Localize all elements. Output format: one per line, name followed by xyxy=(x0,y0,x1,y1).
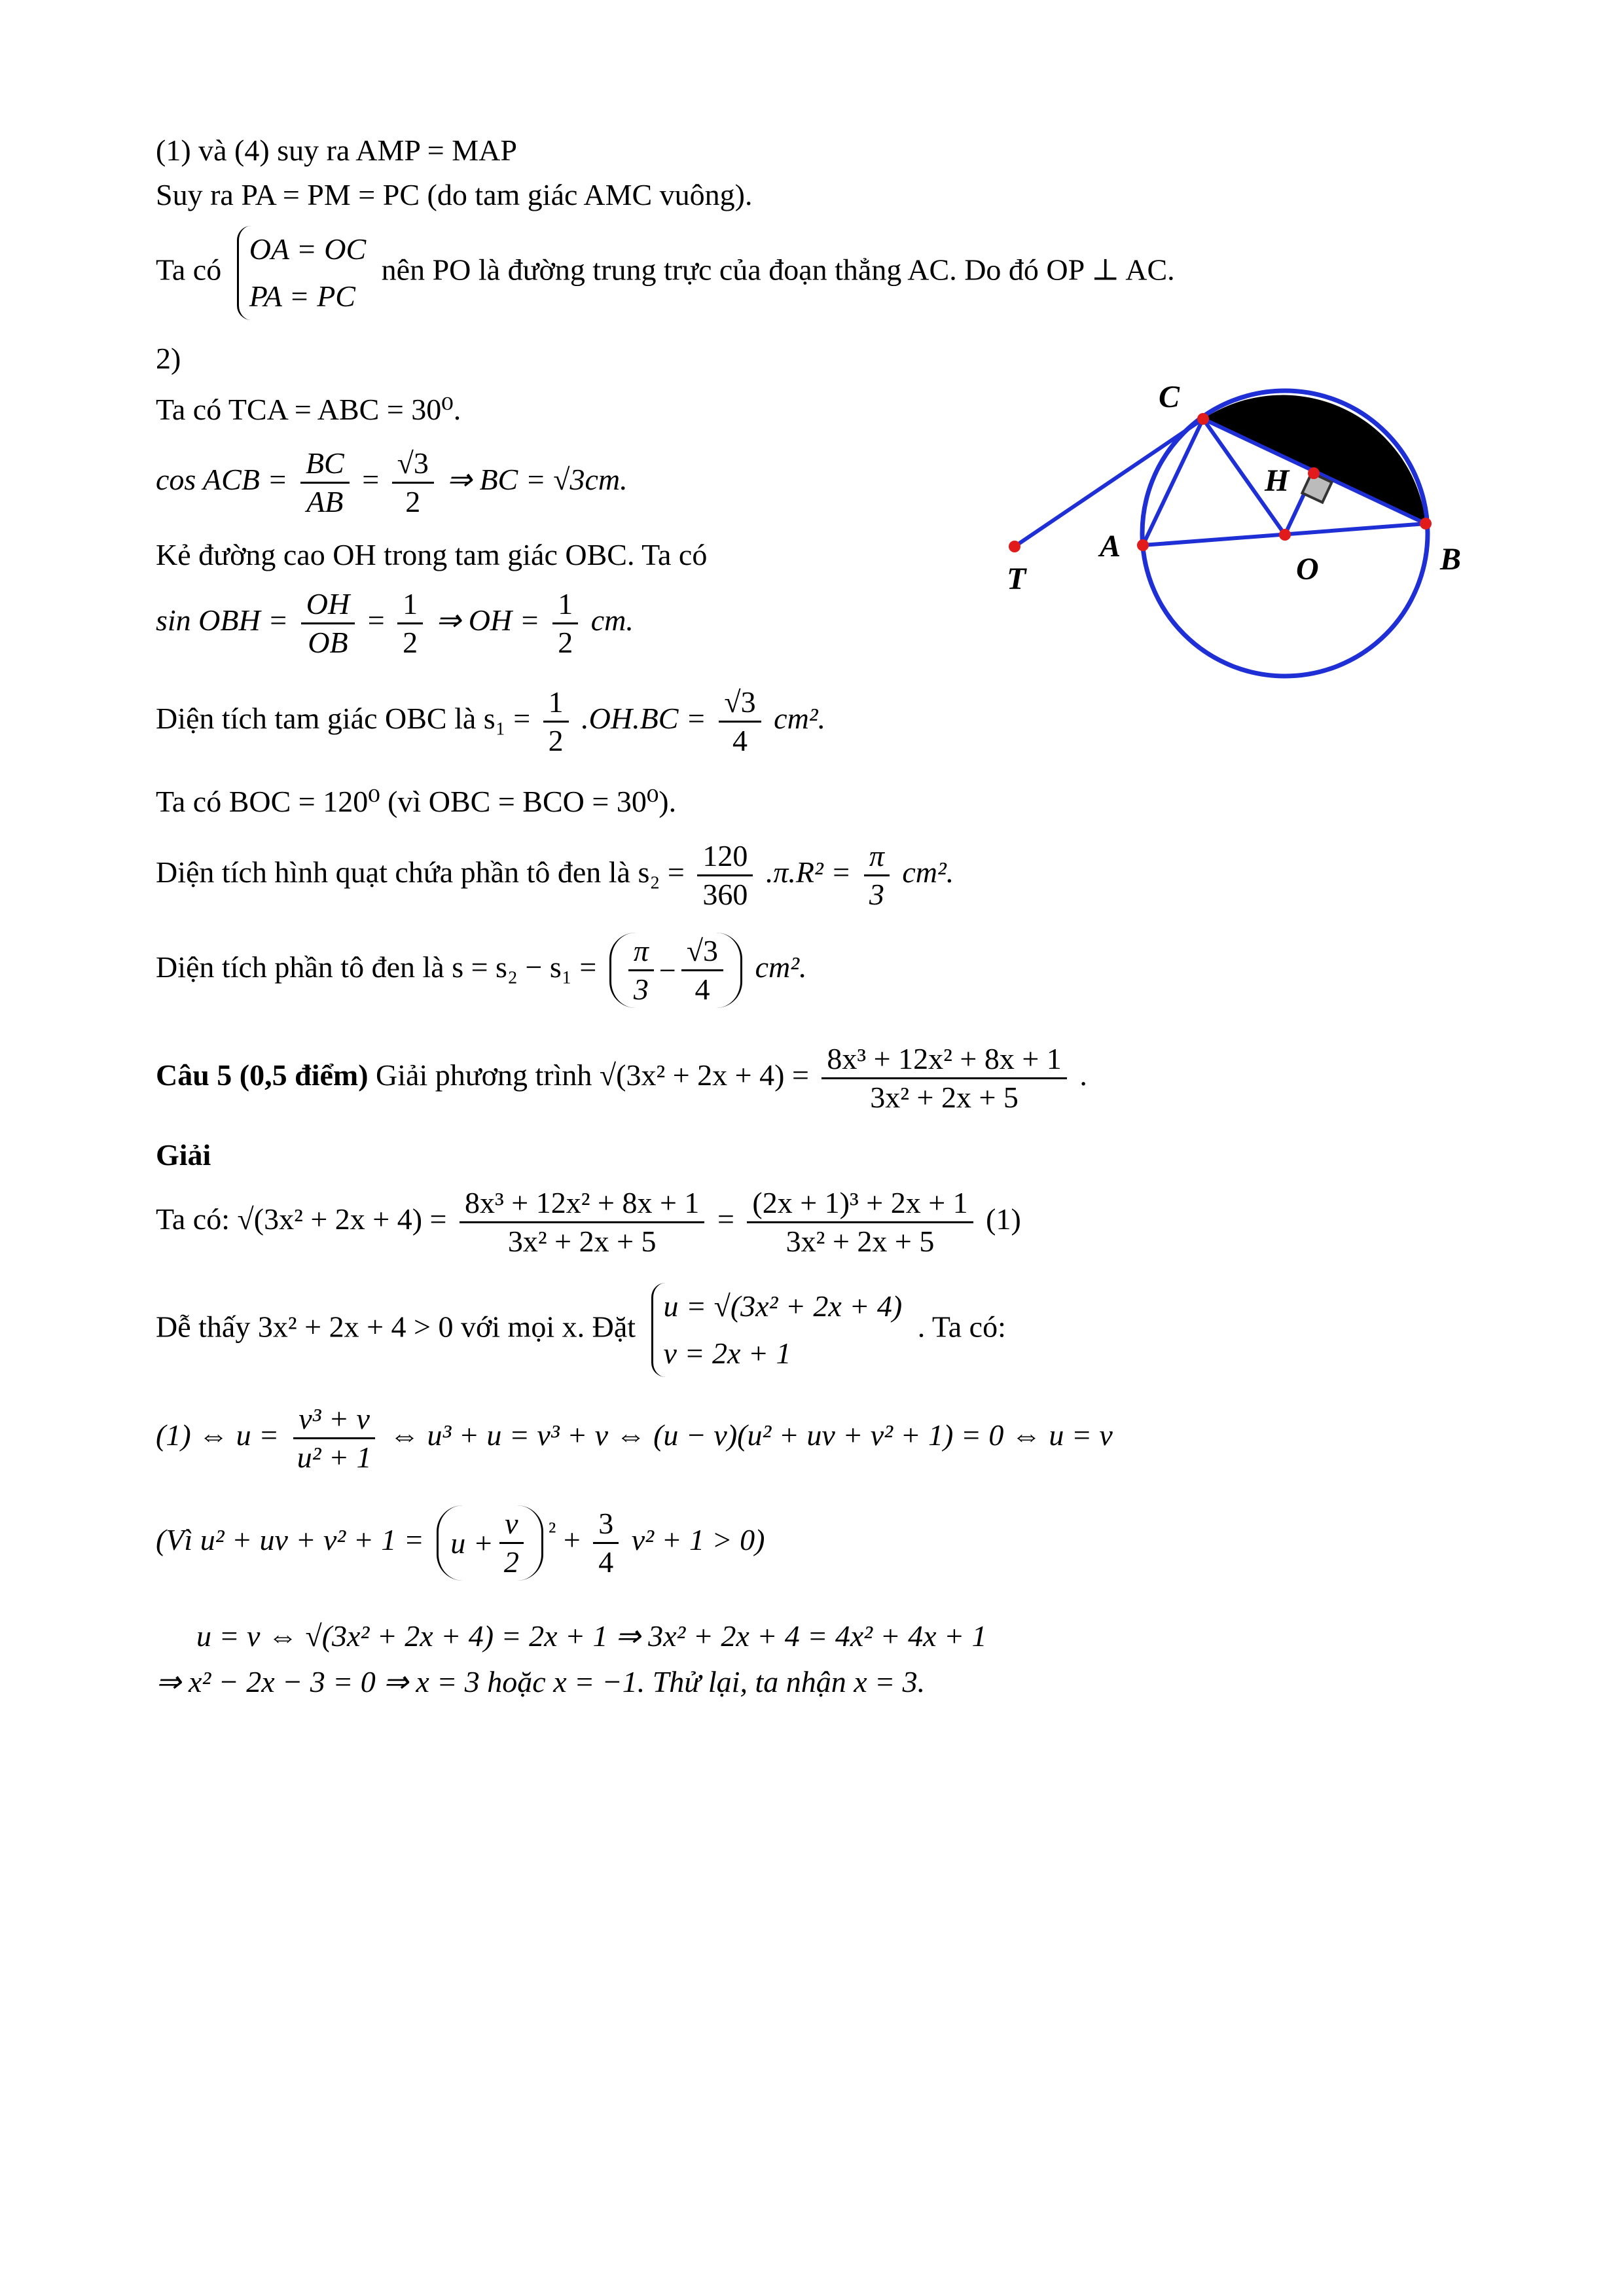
denominator: 3x² + 2x + 5 xyxy=(507,1225,657,1258)
solution-heading: Giải xyxy=(156,1138,211,1172)
point-o xyxy=(1279,529,1291,541)
fraction xyxy=(697,838,753,913)
system-brace xyxy=(237,226,366,320)
label-a: A xyxy=(1100,529,1121,564)
fraction xyxy=(821,1041,1066,1116)
numerator: 1 xyxy=(397,586,423,624)
numerator: √3 xyxy=(719,684,761,723)
numerator: v xyxy=(499,1505,523,1544)
line-area-shaded xyxy=(156,933,807,1008)
part-2-label: 2) xyxy=(156,342,181,375)
denominator: 2 xyxy=(558,626,573,659)
line-conclusion: ⇒ x² − 2x − 3 = 0 ⇒ x = 3 hoặc x = −1. Thử lại, ta nhận x = 3. xyxy=(156,1665,926,1698)
eq: OA = OC xyxy=(249,232,367,266)
equals: = xyxy=(362,463,380,497)
numerator: 3 xyxy=(593,1505,619,1544)
line-area-sector xyxy=(156,838,954,913)
line-cos-acb xyxy=(156,445,628,520)
denominator: 2 xyxy=(503,1545,519,1579)
fraction xyxy=(719,684,761,759)
fraction xyxy=(552,586,578,661)
fraction xyxy=(593,1505,619,1581)
denominator: 4 xyxy=(598,1545,614,1579)
fraction xyxy=(747,1185,973,1260)
text: cm. xyxy=(590,603,634,637)
denominator: 3x² + 2x + 5 xyxy=(870,1081,1019,1114)
line-altitude-oh: Kẻ đường cao OH trong tam giác OBC. Ta có xyxy=(156,538,708,571)
numerator: 8x³ + 12x² + 8x + 1 xyxy=(821,1041,1066,1079)
numerator: BC xyxy=(300,445,350,484)
line-equation-1 xyxy=(156,1185,1021,1260)
text: (Vì u² + uv + v² + 1 = xyxy=(156,1523,424,1557)
geometry-figure xyxy=(969,370,1492,697)
fraction xyxy=(499,1505,524,1581)
label-o: O xyxy=(1296,552,1319,586)
numerator: 1 xyxy=(552,586,578,624)
line-op-perp-ac xyxy=(156,226,1175,320)
fraction xyxy=(397,586,423,661)
numerator: √3 xyxy=(681,933,723,971)
line-pa-pm-pc: Suy ra PA = PM = PC (do tam giác AMC vuông). xyxy=(156,178,753,211)
denominator: 4 xyxy=(732,724,748,757)
line-area-triangle xyxy=(156,684,825,759)
denominator: 2 xyxy=(548,724,564,757)
denominator: 2 xyxy=(405,485,421,518)
text: Giải phương trình √(3x² + 2x + 4) = xyxy=(376,1058,809,1092)
denominator: OB xyxy=(308,626,348,659)
denominator: 3 xyxy=(869,878,884,911)
minus: − xyxy=(659,953,676,987)
text: Diện tích tam giác OBC là s₁ = xyxy=(156,702,531,736)
line-substitution xyxy=(156,1283,1006,1377)
label-c: C xyxy=(1159,380,1180,414)
text: Dễ thấy 3x² + 2x + 4 > 0 với mọi x. Đặt xyxy=(156,1310,636,1344)
text: cos ACB = xyxy=(156,463,288,497)
line-tca-abc: Ta có TCA = ABC = 30⁰. xyxy=(156,393,461,426)
text: .π.R² = xyxy=(765,855,852,889)
point-b xyxy=(1420,518,1432,529)
line-u-equals-v: u = v ⇔ √(3x² + 2x + 4) = 2x + 1 ⇒ 3x² + 2x + 4 = 4x² + 4x + 1 xyxy=(196,1619,987,1653)
fraction xyxy=(543,684,569,759)
text: cm². xyxy=(755,950,807,984)
denominator: AB xyxy=(306,485,344,518)
denominator: u² + 1 xyxy=(297,1441,372,1474)
denominator: 360 xyxy=(702,878,748,911)
question-label: Câu 5 (0,5 điểm) xyxy=(156,1058,369,1092)
denominator: 3x² + 2x + 5 xyxy=(785,1225,935,1258)
question-5 xyxy=(156,1041,1087,1116)
line-because xyxy=(156,1505,765,1581)
text: nên PO là đường trung trực của đoạn thẳng AC. Do đó OP ⊥ AC. xyxy=(381,253,1175,287)
equals: = xyxy=(717,1202,734,1236)
text: Ta có xyxy=(156,253,222,287)
text: ⇒ OH = xyxy=(435,603,540,637)
fraction xyxy=(392,445,434,520)
numerator: 1 xyxy=(543,684,569,723)
fraction xyxy=(460,1185,704,1260)
line-angle-boc: Ta có BOC = 120⁰ (vì OBC = BCO = 30⁰). xyxy=(156,785,677,818)
eq: u = √(3x² + 2x + 4) xyxy=(663,1289,903,1323)
text: ⇒ BC = √3cm. xyxy=(446,463,628,497)
text: . xyxy=(1079,1058,1087,1092)
fraction xyxy=(864,838,890,913)
shaded-segment xyxy=(1203,395,1426,524)
line-equivalence xyxy=(156,1401,1113,1476)
point-h xyxy=(1308,467,1320,479)
text: cm². xyxy=(902,855,954,889)
text: Ta có: √(3x² + 2x + 4) = xyxy=(156,1202,447,1236)
fraction xyxy=(628,933,654,1008)
numerator: v³ + v xyxy=(293,1401,375,1439)
eq: v = 2x + 1 xyxy=(663,1336,791,1370)
numerator: 120 xyxy=(697,838,753,876)
plus: + xyxy=(563,1523,581,1557)
point-c xyxy=(1197,413,1209,425)
numerator: OH xyxy=(301,586,355,624)
text: cm². xyxy=(774,702,826,736)
parenthesis-group xyxy=(609,933,742,1008)
text: .OH.BC = xyxy=(581,702,706,736)
numerator: 8x³ + 12x² + 8x + 1 xyxy=(460,1185,704,1223)
text: ⇔ u³ + u = v³ + v ⇔ (u − v)(u² + uv + v² + 1) = 0 ⇔ u = v xyxy=(389,1418,1113,1452)
text: . Ta có: xyxy=(917,1310,1006,1344)
equals: = xyxy=(367,603,385,637)
fraction xyxy=(300,445,350,520)
denominator: 4 xyxy=(695,973,710,1006)
numerator: π xyxy=(628,933,654,971)
text: sin OBH = xyxy=(156,603,289,637)
denominator: 3 xyxy=(633,973,649,1006)
point-a xyxy=(1137,539,1149,551)
text: Diện tích hình quạt chứa phần tô đen là s₂ = xyxy=(156,855,685,889)
fraction xyxy=(292,1401,377,1476)
text: u + xyxy=(450,1526,494,1560)
text: v² + 1 > 0) xyxy=(631,1523,765,1557)
label-t: T xyxy=(1007,562,1026,596)
system-brace xyxy=(651,1283,903,1377)
line-amp-map: (1) và (4) suy ra AMP = MAP xyxy=(156,134,517,167)
fraction xyxy=(301,586,355,661)
label-b: B xyxy=(1440,542,1462,577)
label-h: H xyxy=(1265,463,1290,498)
line-sin-obh xyxy=(156,586,634,661)
numerator: π xyxy=(864,838,890,876)
parenthesis-group xyxy=(437,1505,543,1581)
eq: PA = PC xyxy=(249,279,355,313)
text: (1) ⇔ u = xyxy=(156,1418,280,1452)
numerator: (2x + 1)³ + 2x + 1 xyxy=(747,1185,973,1223)
exponent: ² xyxy=(548,1517,556,1545)
numerator: √3 xyxy=(392,445,434,484)
fraction xyxy=(681,933,723,1008)
point-t xyxy=(1009,541,1020,552)
text: Diện tích phần tô đen là s = s₂ − s₁ = xyxy=(156,950,597,984)
text: (1) xyxy=(986,1202,1021,1236)
denominator: 2 xyxy=(403,626,418,659)
